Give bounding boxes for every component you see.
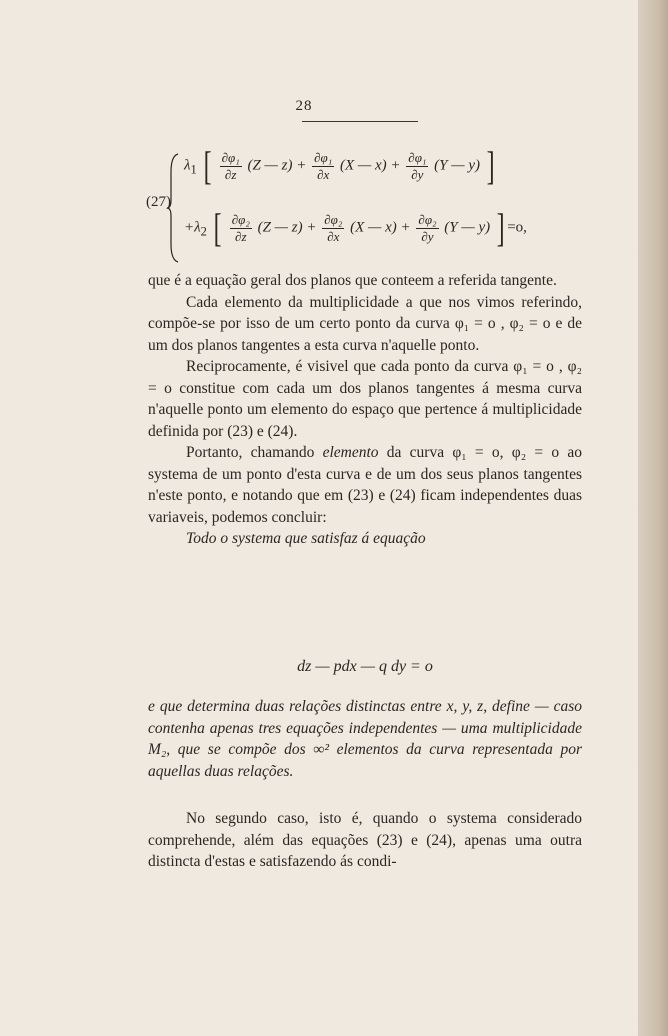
equation-line-2 — [184, 205, 527, 250]
theorem-body — [148, 696, 582, 782]
equation-term: (X — x) + — [350, 219, 411, 236]
fraction-denominator: ∂x — [327, 228, 340, 244]
fraction-numerator: ∂φ₂ — [231, 211, 250, 227]
fraction-denominator: ∂z — [235, 228, 247, 244]
body-text-lower — [148, 808, 582, 873]
emphasis: elemento — [322, 444, 379, 461]
paragraph: No segundo caso, isto é, quando o systema considerado comprehende, além das equações (23) e (24), apenas uma outra distincta d'estas e satisfazendo ás condi- — [148, 810, 582, 870]
fraction-denominator: ∂x — [317, 166, 330, 182]
display-equation: dz — pdx — q dy = o — [297, 658, 433, 675]
partial-fraction — [220, 150, 242, 183]
partial-fraction — [230, 212, 252, 245]
fraction-numerator: ∂φ₁ — [314, 149, 333, 165]
fraction-denominator: ∂y — [421, 228, 434, 244]
fraction-denominator: ∂y — [411, 166, 424, 182]
body-text-upper — [148, 270, 582, 550]
lambda-symbol: λ — [184, 157, 191, 174]
partial-fraction — [416, 212, 438, 245]
partial-fraction — [406, 150, 428, 183]
close-bracket-icon: ] — [486, 143, 495, 188]
subscript: 2 — [200, 224, 207, 239]
paragraph: Cada elemento da multiplicidade a que nos vimos referindo, compõe-se por isso de um certo ponto da curva φ₁ = o , φ₂ = o e de um dos planos tangentes a esta curva n'aquelle ponto. — [148, 293, 582, 354]
open-bracket-icon: [ — [213, 205, 222, 250]
left-brace-icon — [166, 152, 180, 264]
equation-term: (Y — y) — [444, 219, 491, 236]
partial-fraction — [322, 212, 344, 245]
text-run: Portanto, chamando — [186, 444, 323, 461]
fraction-numerator: ∂φ₁ — [221, 149, 240, 165]
book-gutter — [638, 0, 668, 1036]
close-bracket-icon: ] — [496, 205, 505, 250]
equation-term: (Z — z) + — [257, 219, 317, 236]
paragraph: Reciprocamente, é visivel que cada ponto da curva φ₁ = o , φ₂ = o constitue com cada um dos planos tangentes á mesma curva n'aquelle ponto um elemento do espaço que pertence á multiplicidade definida por (23) e (24). — [148, 358, 582, 440]
equation-term: (Z — z) + — [247, 157, 307, 174]
header-rule — [302, 121, 418, 122]
partial-fraction — [312, 150, 334, 183]
paragraph: que é a equação geral dos planos que conteem a referida tangente. — [148, 272, 557, 289]
theorem-intro: Todo o systema que satisfaz á equação — [186, 530, 426, 547]
equation-term: (Y — y) — [434, 157, 480, 174]
text-run: da curva φ₁ = o, φ₂ = o ao systema de um ponto d'esta curva e de um dos seus planos tangentes n'este ponto, e notando que em (23) e (24) ficam independentes duas variaveis, podemos concluir: — [148, 444, 582, 526]
fraction-numerator: ∂φ₂ — [324, 211, 343, 227]
page-number: 28 — [295, 98, 313, 114]
fraction-numerator: ∂φ₂ — [418, 211, 437, 227]
lambda-symbol: +λ — [184, 219, 201, 236]
paragraph — [148, 442, 582, 528]
equation-line-1 — [184, 143, 497, 188]
fraction-numerator: ∂φ₁ — [408, 149, 427, 165]
theorem-statement: e que determina duas relações distinctas entre x, y, z, define — caso contenha apenas tres equações independentes — uma multiplicidade M₂, que se compõe dos ∞² elementos da curva representada por aquellas duas relações. — [148, 698, 582, 780]
equation-end: =o, — [507, 219, 527, 236]
fraction-denominator: ∂z — [224, 166, 237, 182]
open-bracket-icon: [ — [203, 143, 212, 188]
equation-27 — [140, 140, 590, 280]
equation-term: (X — x) + — [340, 157, 401, 174]
equation-label: (27) — [146, 194, 171, 210]
subscript: 1 — [190, 162, 197, 177]
